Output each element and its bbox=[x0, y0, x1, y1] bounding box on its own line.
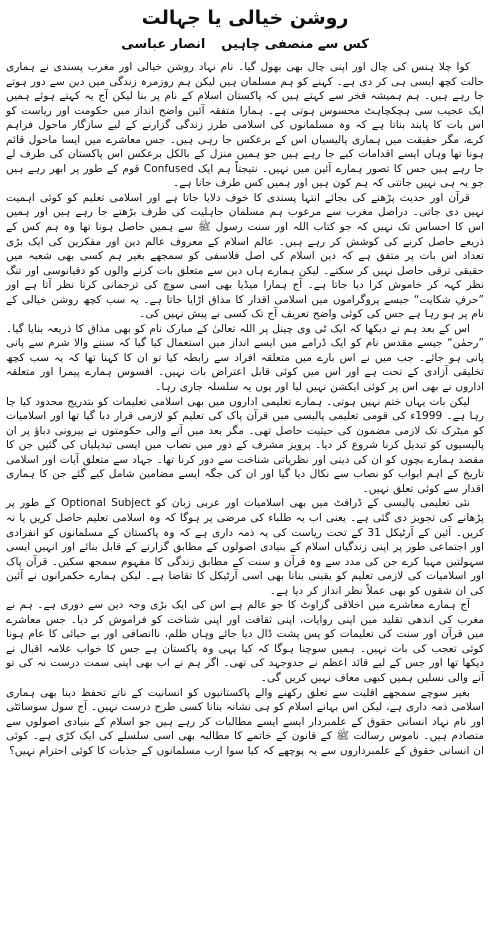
article-paragraph: بغیر سوچے سمجھے اقلیت سے تعلق رکھنے والے پاکستانیوں کو انسانیت کے ناتے تحفظ دینا بھی ہماری اسلامی ذمہ داری ہے، لیکن اس بہانے اسلام کو ہی نشانہ بنانا کسی طرح درست نہیں۔ آج سول سوسائٹی اور نام نہاد انسانی حقوق کے علمبردار ایسے ایسے مطالبات کر رہے ہیں جو اسلام کے بنیادی اصولوں سے متصادم ہیں۔ ناموس رسالت ﷺ کے قانون کے خاتمے کا مطالبہ بھی اسی سلسلے کی ایک کڑی ہے۔ کوئی ان انسانی حقوق کے علمبرداروں سے یہ پوچھے کہ کیا سوا ارب مسلمانوں کے جذبات کا کوئی احترام نہیں؟ bbox=[6, 686, 484, 757]
article-paragraph: کوا چلا ہنس کی چال اور اپنی چال بھی بھول گیا۔ نام نہاد روشن خیالی اور مغرب پسندی نے ہماری حالت کچھ ایسی ہی کر دی ہے۔ کہنے کو ہم مسلمان ہیں لیکن ہم روزمرہ زندگی میں دین سے دور ہوتے جا رہے ہیں۔ ہم ہمیشہ فخر سے کہتے ہیں کہ پاکستان اسلام کے نام پر بنا لیکن آج یہ کہتے ہوئے ہمیں ایک عجیب سی ہچکچاہٹ محسوس ہوتی ہے۔ ہمارا متفقہ آئین واضح انداز میں حکومت اور ریاست کو اس بات کا پابند بناتا ہے کہ وہ مسلمانوں کی اسلامی طرز زندگی گزارنے کے لیے سازگار ماحول فراہم کرے، مگر حقیقت میں ہماری پالیسیاں اس کے برعکس جا رہی ہیں۔ جس معاشرے میں ایسا ماحول قائم ہونا تھا وہاں ایسے اقدامات کیے جا رہے ہیں جو ہمیں منزل کے بالکل برعکس اس پاکستان کی طرف لے جا رہے ہیں جس کا تصور ہمارے آئین میں نہیں۔ نتیجتاً ہم ایک Confused قوم کے طور پر ابھر رہے ہیں جو یہ ہی نہیں جانتی کہ ہم کون ہیں اور ہمیں کس طرف جانا ہے۔ bbox=[6, 61, 484, 190]
article-paragraph: نئی تعلیمی پالیسی کے ڈرافٹ میں بھی اسلامیات اور عربی زبان کو Optional Subject کے طور پر پڑھانے کی تجویز دی گئی ہے۔ یعنی اب یہ طلباء کی مرضی پر ہوگا کہ وہ اسلامی تعلیم حاصل کریں یا نہ کریں۔ آئین کے آرٹیکل 31 کے تحت ریاست کی یہ ذمہ داری ہے کہ وہ پاکستان کے مسلمانوں کو انفرادی اور اجتماعی طور پر اپنی زندگیاں اسلام کے بنیادی اصولوں کے مطابق گزارنے کے قابل بنائے اور انہیں ایسی سہولتیں مہیا کرے جن کی مدد سے وہ قرآن و سنت کے مطابق زندگی کا مفہوم سمجھ سکیں۔ قرآن پاک اور اسلامیات کی لازمی تعلیم کو یقینی بنانا بھی اسی آرٹیکل کا تقاضا ہے۔ لیکن ہمارے حکمرانوں نے آئین کی ان شقوں کو بھی عملاً نظر انداز کر دیا ہے۔ bbox=[6, 497, 485, 597]
article-author: انصار عباسی bbox=[121, 37, 206, 52]
article-headline: روشن خیالی یا جہالت bbox=[141, 7, 349, 29]
article-byline bbox=[6, 36, 484, 54]
article-paragraph: لیکن بات یہاں ختم نہیں ہوتی۔ ہمارے تعلیمی اداروں میں بھی اسلامی تعلیمات کو بتدریج محدود کیا جا رہا ہے۔ 1999ء کی قومی تعلیمی پالیسی میں قرآن پاک کی تعلیم کو لازمی قرار دیا گیا تھا اور اسلامیات کو میٹرک تک لازمی مضمون کی حیثیت حاصل تھی۔ مگر بعد میں آنے والی حکومتوں نے بیرونی دباؤ پر ان پالیسیوں کو تبدیل کرنا شروع کر دیا۔ پرویز مشرف کے دور میں نصاب میں ایسی تبدیلیاں کی گئیں جن کا مقصد ہمارے بچوں کو ان کی دینی اور نظریاتی شناخت سے دور کرنا تھا۔ جہاد سے متعلق آیات اور اسلامی تاریخ کے اہم ابواب کو نصاب سے نکال دیا گیا اور ان کی جگہ ایسے مضامین شامل کیے گئے جن کا ہماری اقدار سے کوئی تعلق نہیں۔ bbox=[6, 395, 484, 495]
article-subtitle: کس سے منصفی چاہیں bbox=[221, 37, 369, 52]
article-paragraph: قرآن اور حدیث پڑھنے کی بجائے انتہا پسندی کا خوف دلایا جاتا ہے اور اسلامی تعلیم کو کوئی اہمیت نہیں دی جاتی۔ دراصل مغرب سے مرعوب ہم مسلمان جاہلیت کی طرف بڑھتے جا رہے ہیں اور ہمیں اس کا احساس تک نہیں کہ جو کتاب اللہ اور سنت رسول ﷺ سے ہمیں حاصل ہونا تھا وہ ہم کس کے ذریعے حاصل کرنے کی کوشش کر رہے ہیں۔ عالم اسلام کے معروف عالم دین اور مفکرین کی ایک بڑی تعداد اس بات پر متفق ہے کہ دین اسلام کی اصل فلاسفی کو سمجھے بغیر ہم کسی بھی شعبہ میں حقیقی ترقی حاصل نہیں کر سکتے۔ لیکن ہمارے ہاں دین سے متعلق بات کرنے والوں کو دقیانوسی اور تنگ نظر کہہ کر خاموش کرا دیا جاتا ہے۔ آج ہمارا میڈیا بھی اسی سوچ کی ترجمانی کرتا نظر آتا ہے اور ”حرفِ شکایت“ جیسے پروگراموں میں اسلامی اقدار کا مذاق اڑایا جاتا ہے۔ یہ سب کچھ روشن خیالی کے نام پر ہو رہا ہے جس کی کوئی واضح تعریف آج تک کسی نے پیش نہیں کی۔ bbox=[6, 191, 484, 321]
article-paragraph: آج ہمارے معاشرے میں اخلاقی گراوٹ کا جو عالم ہے اس کی ایک بڑی وجہ دین سے دوری ہے۔ ہم نے مغرب کی اندھی تقلید میں اپنی روایات، اپنی ثقافت اور اپنی شناخت کو فراموش کر دیا۔ جس معاشرے میں قرآن اور سنت کی تعلیمات کو پس پشت ڈال دیا جائے وہاں ظلم، ناانصافی اور بے حیائی کا عام ہونا کوئی تعجب کی بات نہیں۔ ہمیں سوچنا ہوگا کہ کیا یہی وہ پاکستان ہے جس کا خواب علامہ اقبال نے دیکھا تھا اور جس کے لیے قائد اعظم نے جدوجہد کی تھی۔ اگر ہم نے اب بھی اپنی سمت درست نہ کی تو آنے والی نسلیں ہمیں کبھی معاف نہیں کریں گی۔ bbox=[6, 599, 484, 684]
article-body bbox=[6, 60, 484, 758]
article-paragraph: اس کے بعد ہم نے دیکھا کہ ایک ٹی وی چینل پر اللہ تعالیٰ کے مبارک نام کو بھی مذاق کا ذریعہ بنایا گیا۔ ”رحمٰن“ جیسے مقدس نام کو ایک ڈرامے میں ایسے انداز میں استعمال کیا گیا کہ سننے والا شرم سے پانی پانی ہو جائے۔ جب میں نے اس بارے میں متعلقہ افراد سے رابطہ کیا تو ان کا کہنا تھا کہ یہ سب کچھ تخلیقی آزادی کے تحت ہے اور اس میں کوئی قابل اعتراض بات نہیں۔ افسوس ہمارے پیمرا اور متعلقہ اداروں نے بھی اس پر کوئی ایکشن نہیں لیا اور یوں یہ سلسلہ جاری رہا۔ bbox=[6, 322, 484, 394]
